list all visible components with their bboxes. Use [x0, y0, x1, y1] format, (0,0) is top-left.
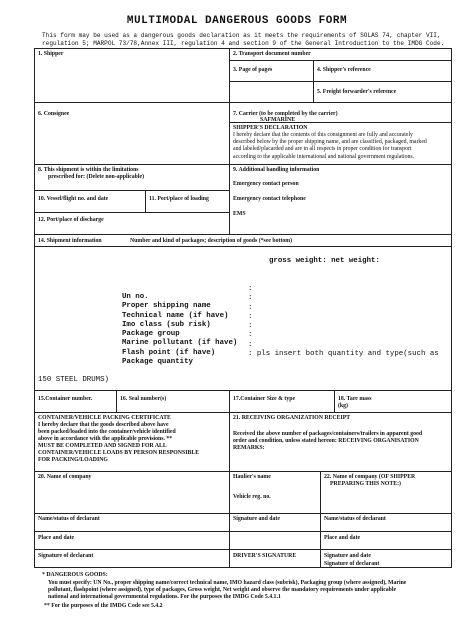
limitations-label-1: 8. This shipment is within the limitations — [38, 167, 139, 173]
certificate-title: CONTAINER/VEHICLE PACKING CERTIFICATE — [38, 415, 171, 421]
goods-line-label: Flash point (if have) — [122, 348, 216, 357]
certificate-line: I hereby declare that the goods described above have — [38, 422, 169, 428]
receipt-line: REMARKS: — [233, 444, 265, 451]
receipt-line: Received the above number of packages/containers/trailers in apparent good — [233, 431, 423, 437]
decl-line: and labeled/placarded and are in all respects in proper condition for transport — [233, 146, 412, 153]
intro-line-2: regulation 5; MARPOL 73/78,Annex III, regulation 4 and section 9 of the General Introduction to the IMDG Code. — [42, 40, 445, 47]
company22-label: 22. Name of company (OF SHIPPER — [324, 474, 416, 480]
sig-declarant-label-1: Signature of declarant — [38, 553, 94, 559]
goods-line-label: Marine pollutant (if have) — [122, 339, 238, 348]
certificate-line: CONTAINER/VEHICLE LOADS BY PERSON RESPONSIBLE — [38, 449, 200, 456]
port-discharge-label: 12. Port/place of discharge — [38, 217, 104, 223]
decl-line: I hereby declare that the contents of this consignment are fully and accurately — [233, 132, 413, 138]
certificate-line: been packed/loaded into the container/vehicle identified — [38, 428, 176, 435]
shipper-declaration-text — [233, 132, 451, 161]
certificate-line: MUST BE COMPLETED AND SIGNED FOR ALL — [38, 442, 167, 449]
goods-line — [122, 303, 253, 320]
packages-desc-label: Number and kind of packages; description of goods (*see bottom) — [130, 238, 293, 244]
footnote-star-text — [48, 580, 448, 601]
goods-line-value[interactable]: : — [248, 303, 253, 312]
goods-line-value[interactable]: : — [248, 340, 253, 349]
transport-doc-label: 2. Transport document number — [233, 51, 311, 57]
weights-label: gross weight: net weight: — [269, 257, 380, 265]
decl-line: according to the applicable international and national government regulations. — [233, 153, 415, 160]
goods-line-label: Proper shipping name — [122, 302, 211, 311]
goods-line-value[interactable]: : — [248, 285, 253, 293]
goods-line — [122, 350, 439, 367]
tare-unit-label: (kg) — [338, 403, 348, 409]
form-title: MULTIMODAL DANGEROUS GOODS FORM — [126, 15, 348, 27]
goods-line-label: Package quantity — [122, 358, 193, 367]
goods-line-value[interactable]: : — [248, 322, 253, 331]
goods-line-label: Un no. — [122, 293, 149, 301]
footnote-star-title: * DANGEROUS GOODS: — [42, 572, 108, 578]
goods-continuation: 150 STEEL DRUMS) — [38, 376, 109, 384]
certificate-text — [38, 422, 228, 464]
goods-line-value[interactable]: : — [248, 331, 253, 340]
goods-line — [122, 294, 253, 311]
receipt-title: 21. RECEIVING ORGANIZATION RECEIPT — [233, 415, 351, 421]
goods-lines — [122, 285, 439, 367]
size-type-label: 17.Container Size & type — [233, 396, 296, 402]
place-date-label-2: Place and date — [324, 535, 361, 541]
forwarder-ref-label: 5. Freight forwarder's reference — [317, 89, 397, 95]
port-loading-label: 11. Port/place of loading — [149, 196, 209, 202]
haulier-label: Haulier's name — [233, 474, 271, 480]
intro-line-1: This form may be used as a dangerous goods declaration as it meets the requirements of SOLAS 74, chapter VII, — [42, 32, 441, 39]
certificate-line: FOR PACKING/LOADING — [38, 456, 108, 463]
emergency-person-label: Emergency contact person — [233, 181, 299, 187]
decl-line: described below by the proper shipping name, and are classified, packaged, marked — [233, 139, 427, 146]
footnote-line: national and international governmental regulations. For the purposes the IMDG Code 5.4.1.1 — [48, 593, 281, 600]
shipment-info-label: 14. Shipment information — [38, 238, 102, 244]
receipt-line: order and condition, unless stated hereon: RECEIVING ORGANISATION — [233, 437, 419, 444]
driver-sig-label: DRIVER'S SIGNATURE — [233, 553, 297, 559]
footnote-line: You must specify: UN No., proper shipping name/correct technical name, IMO hazard class (subrisk), Packaging group (where assigned), Marine — [48, 580, 407, 586]
carrier-label: 7. Carrier (to be completed by the carrier) — [233, 111, 338, 117]
goods-line-label: Technical name (if have) — [122, 311, 229, 320]
goods-line — [122, 285, 253, 301]
goods-line-value[interactable]: : — [248, 312, 253, 321]
emergency-phone-label: Emergency contact telephone — [233, 196, 306, 202]
place-date-label-1: Place and date — [38, 535, 75, 541]
shipper-label: 1. Shipper — [38, 51, 64, 57]
goods-line — [122, 340, 253, 357]
tare-label: 18. Tare mass — [338, 396, 372, 402]
sig-declarant-label-2: Signature of declarant — [324, 561, 380, 567]
shipper-declaration-title: SHIPPER'S DECLARATION — [233, 125, 308, 131]
goods-line-label: Imo class (sub risk) — [122, 320, 211, 329]
company20-label: 20. Name of company — [38, 474, 92, 480]
limitations-label-2: prescribed for: (Delete non-applicable) — [48, 174, 145, 180]
goods-line — [122, 322, 253, 339]
sig-date-label-1: Signature and date — [233, 516, 280, 522]
receipt-text — [233, 431, 451, 452]
goods-line-value[interactable]: : pls insert both quantity and type(such as — [248, 350, 439, 359]
goods-line — [122, 331, 253, 348]
footnote-line: pollutant, flashpoint (where assigned), type of packages, Gross weight, Net weight and observe the mandatory requirements under applicable — [48, 586, 397, 593]
page-of-label: 3. Page of pages — [233, 67, 273, 73]
footnote-double-star: ** For the purposes of the IMDG Code see 5.4.2 — [44, 603, 163, 609]
sig-date-label-2: Signature and date — [324, 553, 371, 559]
consignee-label: 6. Consignee — [38, 111, 70, 117]
name-status-label-2: Name/status of declarant — [324, 516, 386, 522]
certificate-line: above in accordance with the applicable provisions. ** — [38, 435, 173, 442]
goods-line-label: Package group — [122, 330, 180, 339]
name-status-label-1: Name/status of declarant — [38, 516, 100, 522]
container-no-label: 15.Container number. — [38, 396, 93, 402]
goods-line — [122, 312, 253, 329]
vessel-label: 10. Vessel/flight no. and date — [38, 196, 109, 202]
seal-no-label: 16. Seal number(s) — [120, 396, 167, 402]
handling-label: 9. Additional handling information — [233, 167, 320, 173]
goods-line-value[interactable]: : — [248, 294, 253, 303]
ems-label: EMS — [233, 211, 246, 217]
carrier-value: SAFMARINE — [260, 117, 296, 123]
company22-label-2: PREPARING THIS NOTE:) — [330, 481, 401, 487]
vehicle-reg-label: Vehicle reg. no. — [233, 494, 271, 500]
shipper-ref-label: 4. Shipper's reference — [317, 67, 371, 73]
